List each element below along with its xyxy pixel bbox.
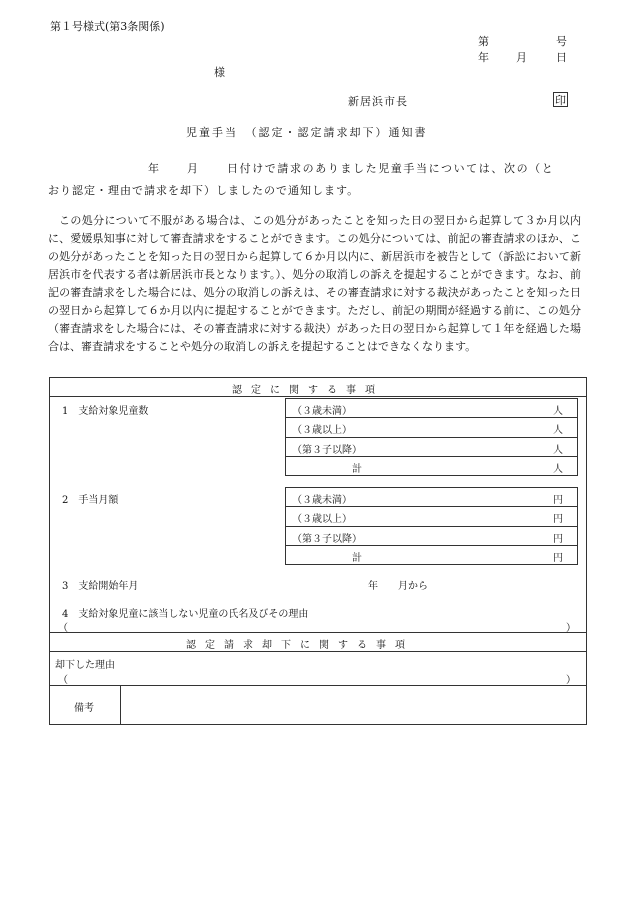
body-line2: おり認定・理由で請求を却下）しましたので通知します。 <box>48 184 360 197</box>
amount-row-unit: 円 <box>553 495 563 506</box>
paren-open: （ <box>58 623 68 634</box>
item2-label: 2 手当月額 <box>62 495 119 506</box>
appeal-notice: この処分について不服がある場合は、この処分があったことを知った日の翌日から起算して３か月以内に、愛媛県知事に対して審査請求をすることができます。この処分については、前記の審査請求のほか、この処分があったことを知った日の翌日から起算して６か月以内に、新居浜市を被告として（訴訟において新居浜市を代表する者は新居浜市長となります。）、処分の取消しの訴えを提起することができます。なお、前記の審査請求をした場合には、処分の取消しの訴えは、その審査請求に対する裁決があったことを知った日の翌日から起算して６か月以内に提起することができます。ただし、前記の期間が経過する前に、この処分（審査請求をした場合には、その審査請求に対する裁決）があった日の翌日から起算して１年を経過した場合は、審査請求をすることや処分の取消しの訴えを提起することはできなくなります。 <box>48 214 581 353</box>
remarks-label: 備考 <box>74 703 94 714</box>
issuer-name: 新居浜市長 <box>348 95 408 108</box>
body-month: 月 <box>187 162 198 175</box>
section2-header: 認定請求却下に関する事項 <box>186 640 414 651</box>
divider <box>285 437 578 438</box>
addressee-suffix: 様 <box>214 66 225 79</box>
divider <box>49 396 587 397</box>
divider <box>49 651 587 652</box>
item4-label: 4 支給対象児童に該当しない児童の氏名及びその理由 <box>62 609 309 620</box>
document-title: 児童手当 （認定・認定請求却下）通知書 <box>186 126 428 139</box>
divider <box>285 506 578 507</box>
divider <box>285 456 578 457</box>
children-total-label: 計 <box>352 464 362 475</box>
amount-row-label: （３歳以上） <box>292 514 352 525</box>
children-row-label: （３歳未満） <box>292 406 352 417</box>
body-line1: 日付けで請求のありました児童手当については、次の（と <box>227 162 555 175</box>
date-year: 年 <box>478 51 489 64</box>
children-row-unit: 人 <box>553 406 563 417</box>
doc-number-prefix: 第 <box>478 35 489 48</box>
form-number: 第１号様式(第3条関係) <box>50 20 165 33</box>
children-row-label: （第３子以降） <box>292 445 362 456</box>
item3-label: 3 支給開始年月 <box>62 581 139 592</box>
item1-label: 1 支給対象児童数 <box>62 406 149 417</box>
paren-close: ） <box>566 623 576 634</box>
body-year: 年 <box>148 162 159 175</box>
children-row-unit: 人 <box>553 425 563 436</box>
amount-total-unit: 円 <box>553 553 563 564</box>
paren-open: （ <box>58 675 68 686</box>
amount-row-unit: 円 <box>553 514 563 525</box>
children-total-unit: 人 <box>553 464 563 475</box>
rejection-reason-label: 却下した理由 <box>55 660 115 671</box>
divider <box>120 685 121 725</box>
amount-row-unit: 円 <box>553 534 563 545</box>
amount-total-label: 計 <box>352 553 362 564</box>
paren-close: ） <box>566 675 576 686</box>
item3-month-from: 月から <box>398 581 428 592</box>
divider <box>285 417 578 418</box>
seal-stamp: 印 <box>555 94 566 107</box>
amount-row-label: （３歳未満） <box>292 495 352 506</box>
amount-row-label: （第３子以降） <box>292 534 362 545</box>
divider <box>49 632 587 633</box>
date-month: 月 <box>516 51 527 64</box>
children-row-label: （３歳以上） <box>292 425 352 436</box>
divider <box>49 685 587 686</box>
children-row-unit: 人 <box>553 445 563 456</box>
item3-year: 年 <box>368 581 378 592</box>
divider <box>285 526 578 527</box>
divider <box>285 545 578 546</box>
doc-number-suffix: 号 <box>556 35 567 48</box>
section1-header: 認定に関する事項 <box>232 385 384 396</box>
date-day: 日 <box>556 51 567 64</box>
